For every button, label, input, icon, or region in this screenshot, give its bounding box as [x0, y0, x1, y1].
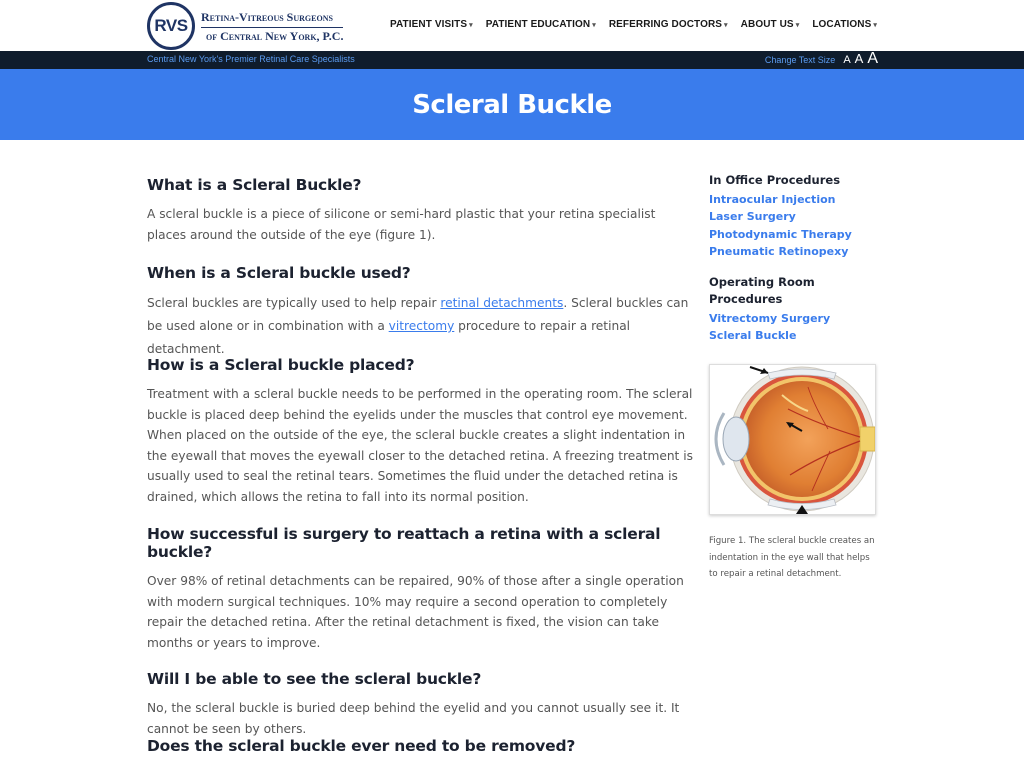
nav-label: PATIENT VISITS	[389, 19, 468, 30]
nav-locations[interactable]	[812, 19, 877, 30]
section-how-placed	[147, 356, 695, 508]
sidebar-link-pneumatic-retinopexy[interactable]: Pneumatic Retinopexy	[709, 244, 849, 258]
section-body: A scleral buckle is a piece of silicone or semi-hard plastic that your retina specialist places around the outside of the eye (figure 1).	[147, 207, 656, 242]
body-text: . Scleral buckles can be used alone or in combination with a	[147, 296, 689, 333]
sidebar-group-in-office	[709, 172, 877, 260]
nav-patient-education[interactable]	[486, 19, 596, 30]
section-heading: When is a Scleral buckle used?	[147, 264, 411, 282]
logo-mark: RVS	[147, 2, 195, 50]
body-text: procedure to repair a retinal detachment.	[147, 319, 631, 356]
page-banner	[0, 69, 1024, 140]
chevron-down-icon: ▾	[724, 22, 728, 29]
chevron-down-icon: ▾	[469, 22, 473, 29]
nav-label: LOCATIONS	[812, 19, 872, 30]
page-title: Scleral Buckle	[412, 89, 612, 120]
nav-label: REFERRING DOCTORS	[608, 19, 723, 30]
scleral-buckle-figure	[709, 364, 876, 515]
chevron-down-icon: ▾	[795, 22, 800, 29]
section-how-successful	[147, 525, 695, 653]
section-body	[147, 292, 695, 361]
site-header	[0, 0, 1024, 51]
text-size-control	[765, 50, 878, 68]
utility-bar	[0, 51, 1024, 69]
section-body: Over 98% of retinal detachments can be repaired, 90% of those after a single operation with modern surgical techniques. 10% may require a second operation to completely repair the detached retina. After the retinal detachment is fixed, the vision can take months or years to improve.	[147, 574, 684, 650]
nav-label: ABOUT US	[740, 19, 794, 30]
figure-caption: Figure 1. The scleral buckle creates an indentation in the eye wall that helps to repair a retinal detachment.	[709, 536, 875, 579]
nav-referring-doctors[interactable]	[609, 19, 728, 30]
sidebar-group-title: Operating Room Procedures	[709, 275, 815, 307]
section-see-buckle	[147, 670, 695, 739]
text-size-large-button[interactable]: A	[867, 50, 878, 67]
site-logo[interactable]	[147, 2, 343, 50]
text-size-small-button[interactable]: A	[843, 54, 851, 66]
section-heading: How successful is surgery to reattach a retina with a scleral buckle?	[147, 525, 661, 561]
sidebar-group-title: In Office Procedures	[709, 173, 841, 187]
nav-label: PATIENT EDUCATION	[485, 19, 591, 30]
logo-text	[201, 9, 343, 44]
sidebar-link-laser-surgery[interactable]: Laser Surgery	[709, 210, 796, 224]
sidebar-link-photodynamic-therapy[interactable]: Photodynamic Therapy	[709, 227, 852, 241]
sidebar-link-scleral-buckle[interactable]: Scleral Buckle	[709, 329, 797, 343]
main-nav	[390, 19, 877, 30]
section-heading: What is a Scleral Buckle?	[147, 176, 362, 194]
procedures-sidebar	[709, 172, 877, 359]
eye-cross-section-illustration	[710, 365, 875, 514]
section-when-used	[147, 264, 695, 361]
text-size-label: Change Text Size	[764, 55, 836, 65]
sidebar-link-intraocular-injection[interactable]: Intraocular Injection	[709, 193, 836, 206]
body-text: Scleral buckles are typically used to help repair	[147, 296, 441, 310]
logo-line-2: of Central New York, P.C.	[206, 28, 344, 43]
nav-about-us[interactable]	[741, 19, 800, 30]
section-body: No, the scleral buckle is buried deep behind the eyelid and you cannot usually see it. It cannot be seen by others.	[147, 701, 680, 736]
section-heading: How is a Scleral buckle placed?	[147, 356, 415, 374]
tagline: Central New York's Premier Retinal Care Specialists	[147, 54, 355, 64]
section-what-is	[147, 176, 695, 245]
vitrectomy-link[interactable]: vitrectomy	[388, 319, 455, 333]
retinal-detachments-link[interactable]: retinal detachments	[440, 296, 564, 310]
sidebar-link-vitrectomy-surgery[interactable]: Vitrectomy Surgery	[709, 312, 831, 326]
section-removal	[147, 737, 695, 765]
nav-patient-visits[interactable]	[390, 19, 473, 30]
section-body: Treatment with a scleral buckle needs to be performed in the operating room. The scleral buckle is placed deep behind the eyelids under the muscles that control eye movement. When placed on the outside of the eye, the scleral buckle creates a slight indentation in the eyewall that moves the eyewall closer to the detached retina. A freezing treatment is usually used to seal the retinal tears. Sometimes the fluid under the detached retina is drained, which allows the retina to fall into its normal position.	[147, 387, 693, 504]
chevron-down-icon: ▾	[592, 22, 596, 29]
chevron-down-icon: ▾	[873, 22, 877, 29]
section-heading: Will I be able to see the scleral buckle?	[147, 670, 482, 688]
sidebar-group-operating-room	[709, 274, 877, 345]
section-heading: Does the scleral buckle ever need to be removed?	[147, 737, 576, 755]
logo-line-1: Retina-Vitreous Surgeons	[201, 9, 343, 28]
text-size-medium-button[interactable]: A	[854, 51, 864, 66]
